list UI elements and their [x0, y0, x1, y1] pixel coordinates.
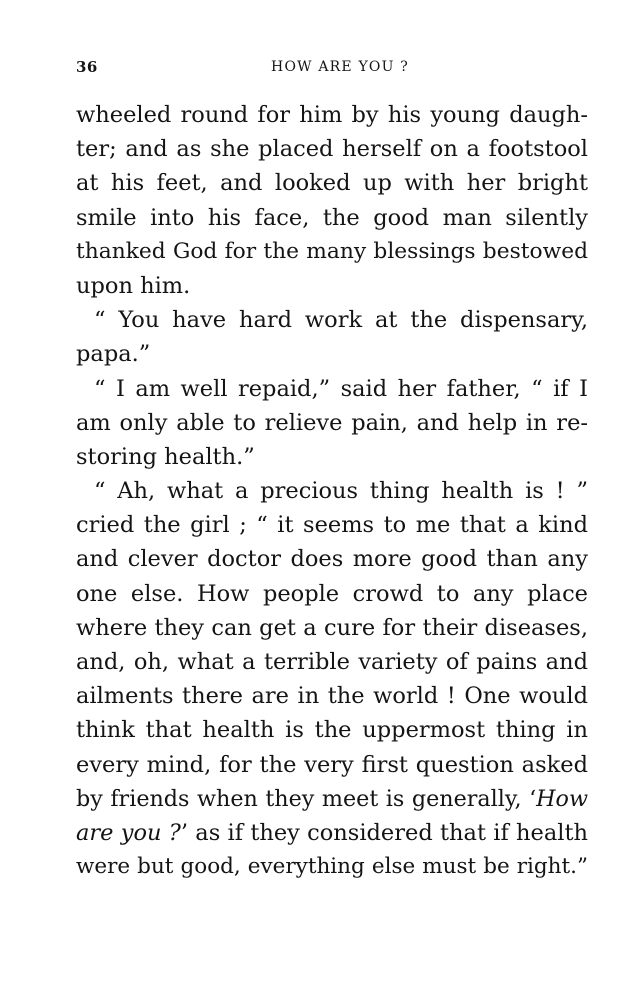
- text-line: and clever doctor does more good than any: [76, 546, 588, 573]
- text-line: “ Ah, what a precious thing health is ! ”: [94, 478, 588, 505]
- text-line: wheeled round for him by his young daugh-: [76, 102, 588, 128]
- line-roman-part: ’ as if they considered that if health: [180, 819, 589, 846]
- text-line: smile into his face, the good man silently: [76, 204, 588, 231]
- text-line: ailments there are in the world ! One would: [76, 683, 588, 710]
- line-roman-part: by friends when they meet is generally, ‘: [76, 785, 537, 812]
- text-line: where they can get a cure for their diseases,: [76, 614, 588, 641]
- body-text: [76, 98, 588, 884]
- text-line: am only able to relieve pain, and help in re-: [76, 409, 588, 436]
- running-head: [76, 58, 588, 82]
- text-line-with-italic: [76, 816, 588, 850]
- text-line: papa.”: [76, 341, 151, 368]
- text-line: cried the girl ; “ it seems to me that a kind: [76, 512, 588, 539]
- page-number: 36: [76, 58, 98, 76]
- text-line: and, oh, what a terrible variety of pains and: [76, 649, 588, 675]
- line-italic-part: How: [536, 785, 588, 812]
- text-line: at his feet, and looked up with her bright: [76, 170, 588, 197]
- running-title: HOW ARE YOU ?: [271, 59, 409, 75]
- text-line: ter; and as she placed herself on a footstool: [76, 136, 588, 163]
- text-line: every mind, for the very first question asked: [76, 751, 588, 778]
- text-line: one else. How people crowd to any place: [76, 580, 588, 607]
- text-line: “ I am well repaid,” said her father, “ if I: [94, 375, 588, 402]
- text-line: upon him.: [76, 272, 191, 299]
- text-line: thanked God for the many blessings bestowed: [76, 238, 588, 264]
- text-line: think that health is the uppermost thing in: [76, 717, 588, 744]
- text-line: storing health.”: [76, 443, 255, 470]
- text-line-with-italic: [76, 782, 588, 816]
- text-line: were but good, everything else must be right.”: [76, 854, 588, 880]
- text-line: “ You have hard work at the dispensary,: [94, 307, 588, 334]
- line-italic-part: are you ?: [76, 819, 181, 846]
